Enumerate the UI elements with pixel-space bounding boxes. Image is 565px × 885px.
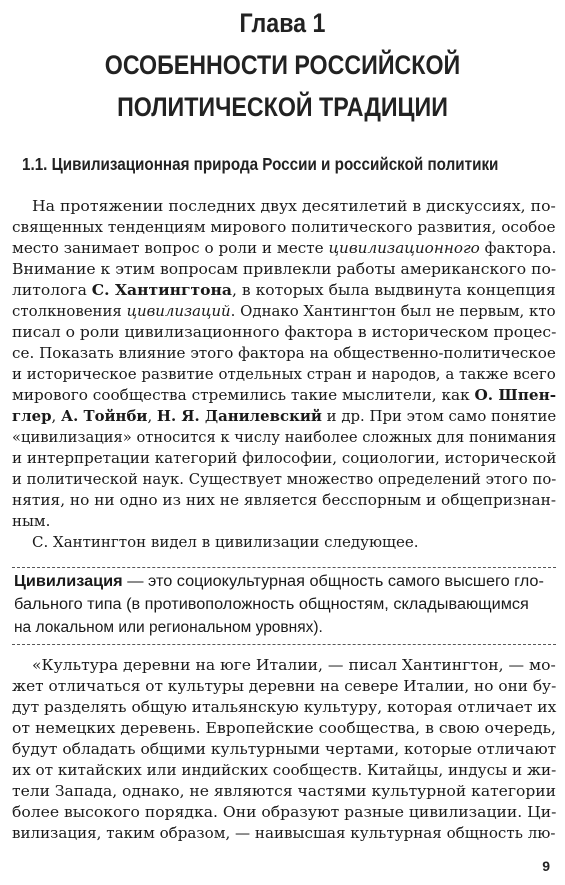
text-line — [12, 407, 556, 425]
text-line — [12, 365, 556, 383]
bold-text: глер — [12, 407, 52, 425]
text-line — [12, 281, 556, 299]
bold-text: Н. Я. Данилевский — [156, 407, 322, 425]
text-segment: писал о роли цивилизационного фактора в историческом процес- — [12, 323, 557, 341]
section-title: 1.1. Цивилизационная природа России и российской политики — [22, 154, 499, 174]
text-segment: место занимает вопрос о роли и месте — [12, 239, 329, 257]
definition-line — [14, 573, 544, 591]
text-line: от немецких деревень. Европейские сообщества, в свою очередь, — [12, 719, 557, 737]
definition-line: бального типа (в противоположность общностям, складывающимся — [14, 596, 529, 613]
text-segment: , в которых была выдвинута концепция — [231, 281, 556, 299]
text-line — [12, 512, 50, 530]
text-line: тели Запада, однако, не являются частями культурной категории — [12, 782, 556, 800]
chapter-number: Глава 1 — [239, 8, 326, 38]
bold-text: С. Хантингтона — [91, 281, 232, 299]
italic-text: цивилизаций — [126, 302, 231, 320]
text-segment: и интерпретации категорий философии, социологии, исторической — [12, 449, 557, 467]
text-segment: ным. — [12, 512, 51, 530]
text-segment: Внимание к этим вопросам привлекли работы американского по- — [12, 260, 557, 278]
definition-top-rule — [12, 567, 556, 568]
text-segment: и др. При этом само понятие — [321, 407, 557, 425]
text-segment: С. Хантингтон видел в цивилизации следующее. — [32, 533, 419, 551]
text-line: вилизация, таким образом, — наивысшая культурная общность лю- — [12, 824, 556, 842]
text-line — [12, 491, 556, 509]
text-segment: нятия, но ни одно из них не является бесспорным и общепризнан- — [12, 491, 557, 509]
chapter-title-line-1: ОСОБЕННОСТИ РОССИЙСКОЙ — [104, 50, 461, 80]
text-segment: священных тенденциям мирового политического развития, особое — [12, 218, 556, 236]
definition-bottom-rule — [12, 644, 556, 645]
bold-text: А. Тойнби — [60, 407, 148, 425]
text-line — [12, 260, 556, 278]
text-segment: фактора. — [479, 239, 557, 257]
text-segment: . Однако Хантингтон был не первым, кто — [230, 302, 556, 320]
text-line — [12, 323, 556, 341]
text-line — [12, 218, 556, 236]
text-line — [12, 344, 556, 362]
text-segment: и политической наук. Существует множество определений этого по- — [12, 470, 557, 488]
text-segment: литолога — [12, 281, 92, 299]
definition-line: на локальном или региональном уровнях). — [14, 619, 323, 636]
text-line — [12, 302, 556, 320]
bold-text: О. Шпен- — [474, 386, 557, 404]
text-line — [32, 197, 556, 215]
text-line — [12, 470, 556, 488]
page-number: 9 — [542, 858, 550, 874]
text-line: будут обладать общими культурными чертами, которые отличают — [12, 740, 557, 758]
italic-text: цивилизационного — [328, 239, 480, 257]
text-line: жет отличаться от культуры деревни на севере Италии, но они бу- — [12, 677, 557, 695]
text-segment: , — [147, 407, 157, 425]
text-line — [12, 428, 556, 446]
definition-term: Цивилизация — [14, 573, 123, 590]
text-line: «Культура деревни на юге Италии, — писал Хантингтон, — мо- — [32, 656, 556, 674]
text-line: дут разделять общую итальянскую культуру, которая отличает их — [12, 698, 557, 716]
text-line: их от китайских или индийских сообществ. Китайцы, индусы и жи- — [12, 761, 557, 779]
text-line — [12, 386, 556, 404]
definition-text: — это социокультурная общность самого высшего гло- — [122, 573, 544, 590]
text-segment: , — [51, 407, 61, 425]
text-segment: столкновения — [12, 302, 127, 320]
text-segment: мирового сообщества стремились такие мыслители, как — [12, 386, 475, 404]
text-line — [32, 533, 418, 551]
chapter-title-line-2: ПОЛИТИЧЕСКОЙ ТРАДИЦИИ — [117, 92, 448, 122]
text-segment: На протяжении последних двух десятилетий в дискуссиях, по- — [32, 197, 556, 215]
text-line — [12, 449, 556, 467]
text-line: более высокого порядка. Они образуют разные цивилизации. Ци- — [12, 803, 557, 821]
text-segment: и историческое развитие отдельных стран и народов, а также всего — [12, 365, 556, 383]
text-segment: се. Показать влияние этого фактора на общественно-политическое — [12, 344, 556, 362]
text-segment: «цивилизация» относится к числу наиболее сложных для понимания — [12, 428, 557, 446]
text-line — [12, 239, 556, 257]
